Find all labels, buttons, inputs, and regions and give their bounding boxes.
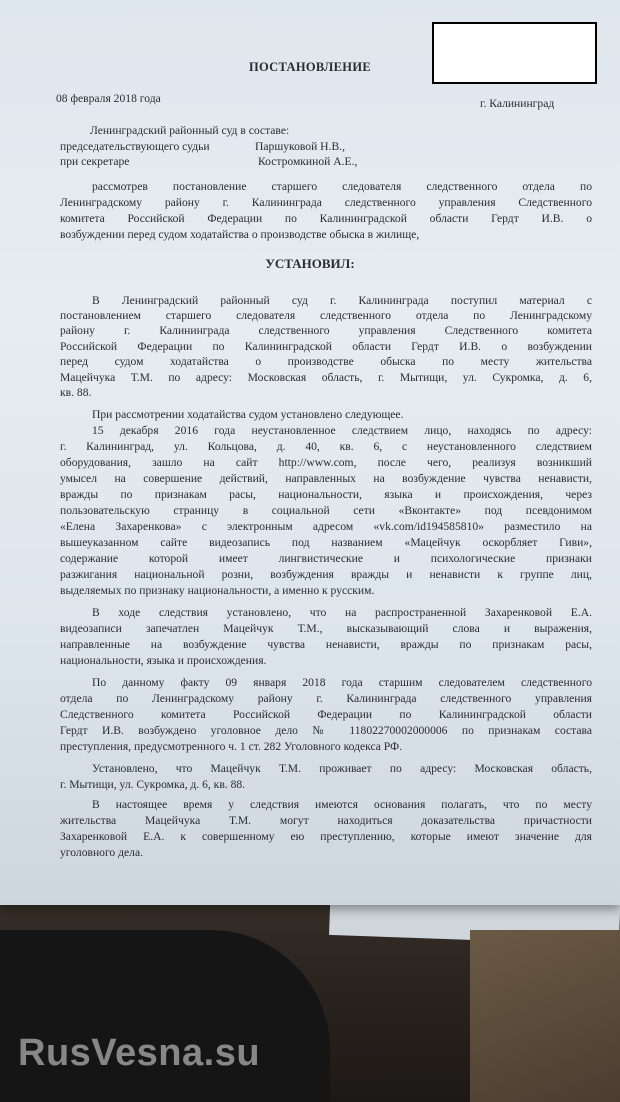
body-line: вышеуказанном сайте видеозапись под названием «Мацейчук оскорбляет Гиви», [60, 536, 592, 549]
court-judge-name: Паршуковой Н.В., [255, 140, 345, 153]
court-line: Ленинградский районный суд в составе: [90, 124, 290, 137]
body-line: выделяемых по признаку национальности, а именно к русским. [60, 584, 375, 597]
intro-line: Ленинградскому району г. Калининграда следственного управления Следственного [60, 196, 592, 209]
background-wood [470, 930, 620, 1102]
body-line: г. Мытищи, ул. Сукромка, д. 6, кв. 88. [60, 778, 246, 791]
background-dark-fabric [0, 930, 330, 1102]
body-line: национальности, языка и происхождения. [60, 654, 267, 667]
body-line: Следственного комитета Российской Федерации по Калининградской области [60, 708, 592, 721]
body-line: Российской Федерации по Калининградской области Гердт И.В. о возбуждении [60, 340, 592, 353]
body-line: При рассмотрении ходатайства судом установлено следующее. [92, 408, 404, 421]
body-line: Захаренковой Е.А. к совершенному ею преступлению, которые имеют значение для [60, 830, 592, 843]
body-line: В Ленинградский районный суд г. Калининграда поступил материал с [92, 294, 592, 307]
body-line: направленные на возбуждение чувства ненависти, вражды по признакам расы, [60, 638, 592, 651]
court-secretary-name: Костромкиной А.Е., [258, 155, 358, 168]
body-line: кв. 88. [60, 386, 92, 399]
document-title: ПОСТАНОВЛЕНИЕ [248, 60, 371, 74]
body-line: г. Калининград, ул. Кольцова, д. 40, кв. 6, с неустановленного следствием [60, 440, 592, 453]
section-heading: УСТАНОВИЛ: [265, 256, 355, 271]
body-line: преступления, предусмотренного ч. 1 ст. 282 Уголовного кодекса РФ. [60, 740, 403, 753]
body-line: жительства Мацейчука Т.М. могут находиться доказательства причастности [60, 814, 592, 827]
intro-line: рассмотрев постановление старшего следователя следственного отдела по [92, 180, 592, 193]
body-line: видеозаписи запечатлен Мацейчук Т.М., высказывающий слова и выражения, [60, 622, 592, 635]
court-line: при секретаре [60, 155, 130, 168]
redaction-box [432, 22, 597, 84]
site-watermark: RusVesna.su [18, 1032, 261, 1074]
body-line: содержание которой имеет лингвистические и психологические признаки [60, 552, 592, 565]
body-line: уголовного дела. [60, 846, 144, 859]
body-line: Установлено, что Мацейчук Т.М. проживает по адресу: Московская область, [92, 762, 592, 775]
court-line: председательствующего судьи [60, 140, 210, 153]
body-line: вражды по признакам расы, национальности, языка и происхождения, через [60, 488, 592, 501]
body-line: 15 декабря 2016 года неустановленное следствием лицо, находясь по адресу: [92, 424, 592, 437]
body-line: отдела по Ленинградскому району г. Калининграда следственного управления [60, 692, 592, 705]
body-line: В ходе следствия установлено, что на распространенной Захаренковой Е.А. [92, 606, 592, 619]
body-line: оборудования, зашло на сайт http://www.com, после чего, реализуя возникший [60, 456, 592, 469]
document-date: 08 февраля 2018 года [56, 92, 161, 105]
body-line: «Елена Захаренкова» с электронным адресом «vk.com/id194585810» разместило на [60, 520, 592, 533]
body-line: району г. Калининграда следственного управления Следственного комитета [60, 324, 592, 337]
body-line: разжигания национальной розни, возбуждения вражды и ненависти к группе лиц, [60, 568, 592, 581]
body-line: Гердт И.В. возбуждено уголовное дело № 11802270002000006 по признакам состава [60, 724, 592, 737]
body-line: Мацейчука Т.М. по адресу: Московская область, г. Мытищи, ул. Сукромка, д. 6, [60, 371, 592, 384]
body-line: постановлением старшего следователя следственного отдела по Ленинградскому [60, 309, 592, 322]
body-line: пользовательскую страницу в социальной сети «Вконтакте» под псевдонимом [60, 504, 592, 517]
body-line: В настоящее время у следствия имеются основания полагать, что по месту [92, 798, 592, 811]
body-line: По данному факту 09 января 2018 года старшим следователем следственного [92, 676, 592, 689]
intro-line: комитета Российской Федерации по Калининградской области Гердт И.В. о [60, 212, 592, 225]
document-city: г. Калининград [480, 97, 555, 110]
intro-line: возбуждении перед судом ходатайства о производстве обыска в жилище, [60, 228, 420, 241]
body-line: умысел на совершение действий, направленных на возбуждение чувства ненависти, [60, 472, 592, 485]
body-line: перед судом ходатайства о производстве обыска по месту жительства [60, 355, 592, 368]
